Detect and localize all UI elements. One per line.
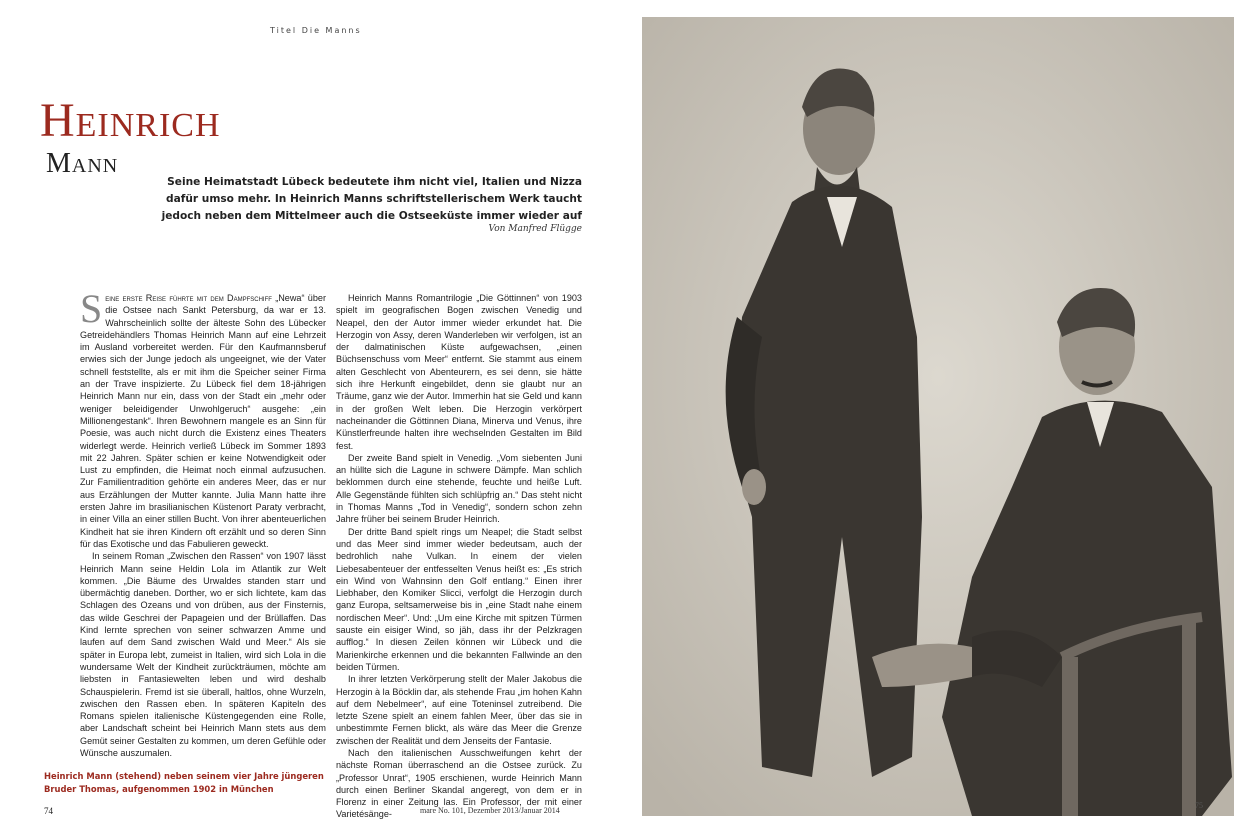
lead-paragraph: Seine Heimatstadt Lübeck bedeutete ihm nicht viel, Italien und Nizza dafür umso mehr. In Heinrich Manns schriftstellerischem Werk taucht jedoch neben dem Mittelmeer auch die Ostseeküste immer wieder auf: [161, 176, 582, 222]
page-number-right: 75: [1195, 801, 1203, 810]
title-first-name: Heinrich: [40, 94, 221, 147]
paragraph: Heinrich Manns Romantrilogie „Die Göttinnen“ von 1903 spielt im geografischen Bogen zwischen Venedig und Neapel, den der Autor immer wieder erkundet hat. Die Herzogin von Assy, deren Wanderleben wir verfolgen, ist an der dalmatinischen Küste aufgewachsen, „einen Büchsenschuss vom Meer“ entfernt. Sie stammt aus einem alten Geschlecht von Abenteurern, es sei denn, sie hätte sich ihre Herkunft eingebildet, denn sie glaubt nur an Träume, ganz wie der Autor. Immerhin hat sie Geld und kann in der großen Welt leben. Die Herzogin verkörpert nacheinander die Göttinnen Diana, Minerva und Venus, ihre Künstlerfreunde halten ihre wechselnden Gestalten im Bild fest.: [336, 293, 582, 451]
historic-photo: [642, 17, 1234, 816]
lead-in: eine erste Reise führte mit dem Dampfschiff: [105, 293, 272, 303]
drop-cap: S: [80, 286, 103, 331]
text-column-1: [80, 286, 326, 759]
paragraph: Nach den italienischen Ausschweifungen kehrt der nächste Roman überraschend an die Ostsee zurück. Zu „Professor Unrat“, 1905 erschienen, wurde Heinrich Mann durch einen Berliner Skandal angeregt, von dem er in Florenz in einer Zeitung las. Ein Professor, der mit einer Varietésänge-: [336, 747, 582, 820]
paragraph: Der dritte Band spielt rings um Neapel; die Stadt selbst und das Meer sind immer wieder bedeutsam, auch der bedrohlich nahe Vulkan. In einem der vielen Liebesabenteuer der entfesselten Venus heißt es: „Es strich ein Wind von Wahnsinn den Golf entlang.“ Einen ihrer Liebhaber, den Komiker Slicci, verfolgt die Herzogin durch ganz Europa, seltsamerweise bis in „eine Stadt nahe einem nordischen Meer“. Und: „Um eine Kirche mit spitzen Türmen sauste ein eisiger Wind, so jäh, dass ihr der Pelzkragen aufflog.“ In diesen Zeilen können wir Lübeck und die Marienkirche erkennen und die bekannten Fallwinde an den beiden Türmen.: [336, 526, 582, 672]
section-label: Titel Die Manns: [270, 26, 362, 35]
issue-footer: mare No. 101, Dezember 2013/Januar 2014: [420, 806, 560, 815]
author-byline: Von Manfred Flügge: [488, 224, 582, 234]
paragraph: Seine erste Reise führte mit dem Dampfschiff „Newa“ über die Ostsee nach Sankt Petersburg, da war er 13. Wahrscheinlich sollte der älteste Sohn des Lübecker Getreidehändlers Thomas Heinrich Mann auf eine Lehrzeit im Ausland vorbereitet werden. Für den Kaufmannsberuf erwies sich der Junge jedoch als ungeeignet, wie der Vater schnell feststellte, als er mit ihm die Speicher seiner Firma an der Trave inspizierte. Zu Lübeck fiel dem 18-jährigen Heinrich Mann nur ein, dass von der Stadt ein „mehr oder weniger beleidigender Unwohlgeruch“ ausgehe: „ein Millionengestank“. Ihren Bewohnern mangele es an Sinn für Poesie, was auch nicht durch die Existenz eines Theaters widerlegt werde. Heinrich verließ Lübeck im Sommer 1893 mit 22 Jahren. Später schien er keine Notwendigkeit oder Lust zu empfinden, die Heimat noch einmal aufzusuchen. Zur Familientradition gehörte ein anderes Meer, das er nur aus Erzählungen der Mutter kannte. Julia Mann hatte ihre ersten Jahre im brasilianischen Küstenort Paraty verbracht, in einer Villa an einer stillen Bucht. Von ihrer abenteuerlichen Kindheit hat sie ihren Kindern oft erzählt und so deren Sinn für das Exotische und das Fabulieren geweckt.: [80, 286, 326, 549]
photo-caption: Heinrich Mann (stehend) neben seinem vier Jahre jüngeren Bruder Thomas, aufgenommen 1902 in München: [44, 771, 324, 794]
text-column-2: [336, 292, 582, 821]
paragraph: In seinem Roman „Zwischen den Rassen“ von 1907 lässt Heinrich Mann seine Heldin Lola im Atlantik zur Welt kommen. „Die Bäume des Urwaldes standen starr und übermächtig daneben. Dorther, wo er sich lichtete, kam das Schlagen des Ozeans und von drüben, aus der Finsternis, das wilde Geschrei der Papageien und der Brüllaffen. Das Kind lernte sprechen von seiner schwarzen Amme und laufen auf dem Sand zwischen Wald und Meer.“ Als sie später in Europa lebt, zumeist in Italien, wird sich Lola in die wundersame Welt der Kindheit zurückträumen, möchte am liebsten in Fantasiewelten leben und wird deshalb Schauspielerin. Fremd ist sie überall, haltlos, ohne Wurzeln, zwischen den Rassen eben. In späteren Kapiteln des Romans spielen italienische Küstengegenden eine Rolle, aber Landschaft scheint bei Heinrich Mann stets aus dem Gemüt seiner Gestalten zu kommen, um deren Gefühle oder Wünsche auszumalen.: [80, 551, 326, 758]
title-last-name: Mann: [46, 148, 119, 179]
paragraph: In ihrer letzten Verkörperung stellt der Maler Jakobus die Herzogin à la Böcklin dar, als stehende Frau „im hohen Kahn auf dem Nebelmeer“, auf eine Toteninsel zutreibend. Die letzte Szene spielt an einem fahlen Meer, über das sie in unbestimmte Fernen blickt, als wäre das Meer die Grenze zwischen der Realität und dem Jenseits der Fantasie.: [336, 674, 582, 746]
paragraph: Der zweite Band spielt in Venedig. „Vom siebenten Juni an hüllte sich die Lagune in schwere Dämpfe. Man schlich beklommen durch eine stehende, feuchte und heiße Luft. Alle Gegenstände fühlten sich schlüpfrig an.“ Das steht nicht in Thomas Manns „Tod in Venedig“, sondern schon zehn Jahre früher bei seinem Bruder Heinrich.: [336, 452, 582, 525]
page-number-left: 74: [44, 806, 53, 816]
